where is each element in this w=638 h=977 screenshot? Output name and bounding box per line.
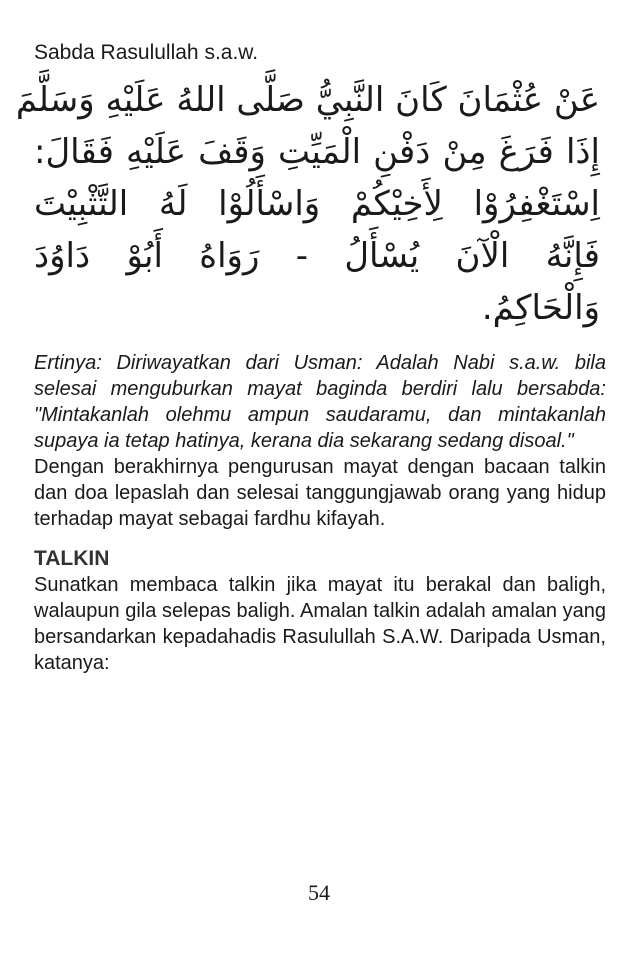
hadith-arabic-text	[15, 74, 606, 334]
section-title-talkin: TALKIN	[34, 547, 110, 570]
translation-paragraph: Ertinya: Diriwayatkan dari Usman: Adalah Nabi s.a.w. bila selesai menguburkan mayat baginda berdiri lalu bersabda: "Mintakanlah olehmu ampun saudaramu, dan mintakanlah supaya ia tetap hatinya, kerana dia sekarang sedang disoal."	[34, 352, 606, 452]
hadith-line: وَالْحَاكِمُ.	[481, 288, 600, 328]
closing-paragraph: Dengan berakhirnya pengurusan mayat dengan bacaan talkin dan doa lepaslah dan selesai tanggungjawab orang yang hidup terhadap mayat sebagai fardhu kifayah.	[34, 456, 606, 530]
page-number: 54	[308, 880, 330, 905]
hadith-line: إِذَا فَرَغَ مِنْ دَفْنِ الْمَيِّتِ وَقَفَ عَلَيْهِ فَقَالَ:	[34, 132, 600, 172]
hadith-line: فَإِنَّهُ الْآنَ يُسْأَلُ - رَوَاهُ أَبُوْ دَاوُدَ	[34, 236, 600, 276]
hadith-line: عَنْ عُثْمَانَ كَانَ النَّبِيُّ صَلَّى اللهُ عَلَيْهِ وَسَلَّمَ	[15, 80, 600, 120]
page-content	[15, 40, 606, 676]
hadith-line: اِسْتَغْفِرُوْا لِأَخِيْكُمْ وَاسْأَلُوْا لَهُ التَّثْبِيْتَ	[34, 184, 600, 224]
talkin-paragraph: Sunatkan membaca talkin jika mayat itu berakal dan baligh, walaupun gila selepas baligh. Amalan talkin adalah amalan yang bersandarkan kepadahadis Rasulullah S.A.W. Daripada Usman, katanya:	[34, 574, 606, 674]
intro-line: Sabda Rasulullah s.a.w.	[34, 41, 259, 64]
